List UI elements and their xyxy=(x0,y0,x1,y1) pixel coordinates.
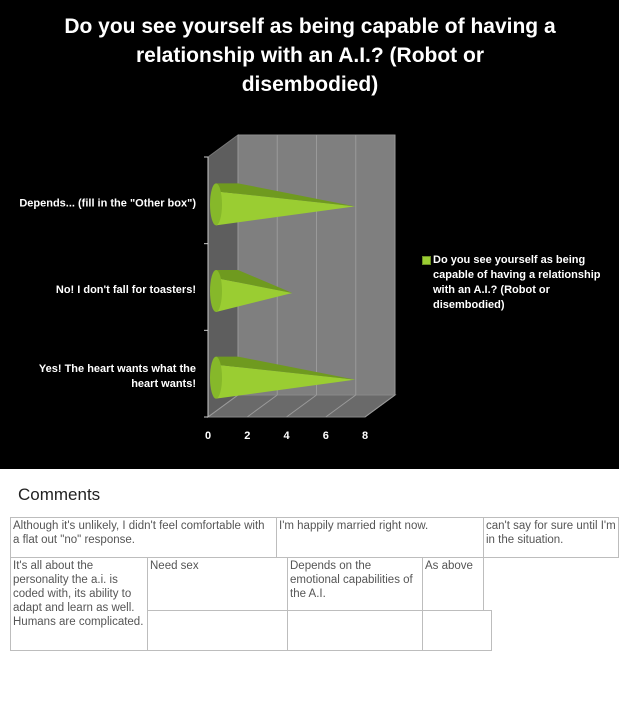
comment-cell: As above xyxy=(422,557,484,611)
legend-swatch xyxy=(422,256,431,265)
empty-cell xyxy=(147,610,288,651)
comment-cell: can't say for sure until I'm in the situation. xyxy=(483,517,619,558)
x-tick-label: 2 xyxy=(244,430,251,442)
bar-cone-base xyxy=(210,183,222,225)
category-label: heart wants! xyxy=(131,378,196,391)
legend-line: disembodied) xyxy=(433,299,505,311)
empty-cell xyxy=(287,610,423,651)
legend-line: capable of having a relationship xyxy=(433,269,601,281)
x-tick-label: 0 xyxy=(204,430,212,442)
comment-cell: Need sex xyxy=(147,557,288,611)
legend-line: with an A.I.? (Robot or xyxy=(433,284,550,296)
legend-line: Do you see yourself as being xyxy=(433,254,586,266)
comment-cell: Although it's unlikely, I didn't feel comfortable with a flat out "no" response. xyxy=(10,517,277,558)
comment-cell: It's all about the personality the a.i. is coded with, its ability to adapt and learn as well. Humans are complicated. xyxy=(10,557,148,651)
category-label: Yes! The heart wants what the xyxy=(38,363,196,376)
legend-label xyxy=(433,253,613,313)
chart-title-line: disembodied) xyxy=(241,73,379,96)
chart-title-line: relationship with an A.I.? (Robot or xyxy=(135,44,485,67)
comments-heading: Comments xyxy=(18,485,101,504)
bar-cone-base xyxy=(210,357,222,399)
x-tick-label: 8 xyxy=(361,430,369,442)
comment-cell: I'm happily married right now. xyxy=(276,517,484,558)
x-tick-label: 6 xyxy=(322,430,329,442)
x-tick-label: 4 xyxy=(283,430,290,442)
bar-cone-base xyxy=(210,270,222,312)
category-label: Depends... (fill in the "Other box") xyxy=(19,197,196,210)
empty-cell xyxy=(422,610,492,651)
category-label: No! I don't fall for toasters! xyxy=(55,284,196,296)
chart-title-line: Do you see yourself as being capable of having a xyxy=(64,15,556,38)
comment-cell: Depends on the emotional capabilities of the A.I. xyxy=(287,557,423,611)
